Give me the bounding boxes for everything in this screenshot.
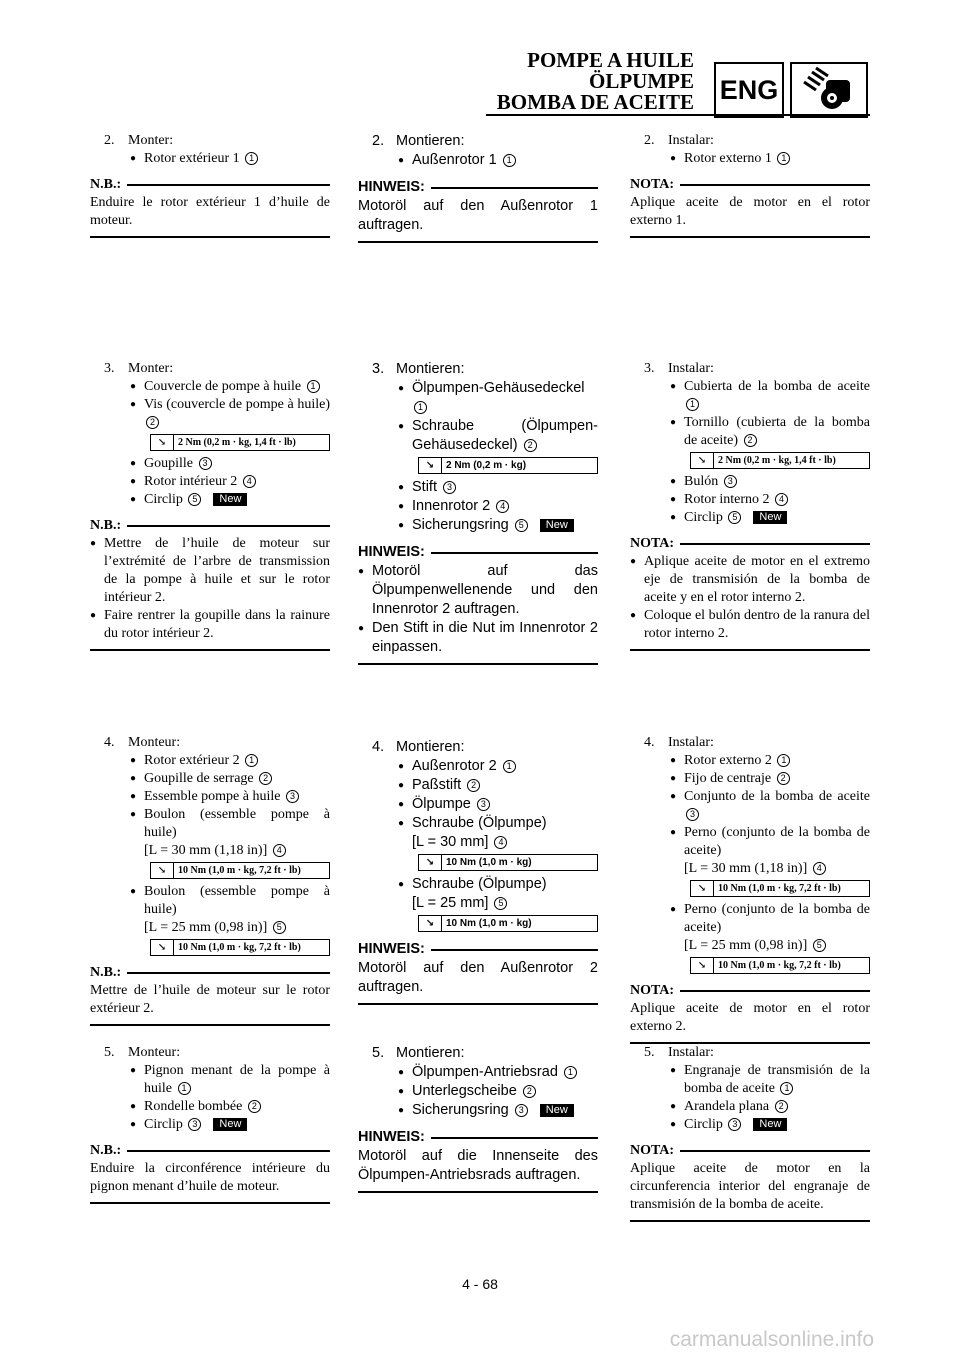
ref-callout: 3: [443, 481, 456, 494]
list-item: ● Stift 3: [358, 478, 598, 497]
note-item: ● Motoröl auf das Ölpumpenwellenende und den Innenrotor 2 auftragen.: [358, 562, 598, 619]
de-step-5: 5. Montieren: ● Ölpumpen-Antriebsrad 1 ● Unterlegscheibe 2 ● Sicherungsring 3 New HINWEIS: Motoröl auf die Innenseite des Ölpumpen-Antriebsrads auftragen.: [358, 1044, 598, 1193]
note-text: Mettre de l’huile de moteur sur le rotor extérieur 2.: [90, 983, 330, 1016]
list-item: ● Ölpumpe 3: [358, 795, 598, 814]
fr-step-5: 5. Monteur: ● Pignon menant de la pompe à huile 1 ● Rondelle bombée 2 ● Circlip 3 New N.B.: Enduire la circonférence intérieure du pignon menant d’huile de moteur.: [90, 1044, 330, 1204]
ref-callout: 3: [724, 475, 737, 488]
ref-callout: 5: [813, 939, 826, 952]
ref-callout: 4: [273, 844, 286, 857]
ref-callout: 4: [243, 475, 256, 488]
item-subline: [L = 30 mm (1,18 in)] 4: [90, 842, 330, 860]
list-item: ● Boulon (essemble pompe à huile): [90, 806, 330, 842]
step-action: Montieren:: [396, 361, 465, 377]
es-step-3: 3. Instalar: ● Cubierta de la bomba de aceite 1 ● Tornillo (cubierta de la bomba de aceite) 2 ↘ 2 Nm (0,2 m · kg, 1,4 ft · lb) ● Bulón 3 ● Rotor interno 2 4 ● Circlip 5 New NOTA: ● Aplique aceite de motor en el extremo eje de transmisión de la bomba de aceite y en el rotor interno 2. ● Coloque el bulón dentro de la ranura del rotor interno 2.: [630, 360, 870, 651]
watermark: carmanualsonline.info: [669, 1328, 874, 1351]
item-subline: [L = 30 mm (1,18 in)] 4: [630, 860, 870, 878]
list-item: ● Paßstift 2: [358, 776, 598, 795]
torque-spec: ↘ 2 Nm (0,2 m · kg): [418, 457, 598, 474]
list-item: ● Schraube (Ölpumpe): [358, 875, 598, 894]
ref-callout: 2: [775, 1100, 788, 1113]
ref-callout: 1: [777, 152, 790, 165]
ref-callout: 3: [686, 808, 699, 821]
list-item: ● Schraube (Ölpumpen-Gehäusedeckel) 2: [358, 417, 598, 455]
title-german: ÖLPUMPE: [589, 69, 694, 93]
list-item: ● Essemble pompe à huile 3: [90, 788, 330, 806]
list-item: ● Unterlegscheibe 2: [358, 1082, 598, 1101]
wrench-icon: ↘: [419, 855, 442, 870]
torque-spec: ↘ 2 Nm (0,2 m · kg, 1,4 ft · lb): [150, 434, 330, 451]
page-header-titles: [497, 50, 694, 113]
note-text: Motoröl auf den Außenrotor 1 auftragen.: [358, 198, 598, 233]
engine-icon: [790, 62, 868, 118]
new-badge: New: [753, 511, 787, 524]
ref-callout: 4: [494, 836, 507, 849]
list-item: ● Rotor intérieur 2 4: [90, 473, 330, 491]
note-label: N.B.:: [90, 965, 122, 980]
ref-callout: 5: [273, 921, 286, 934]
es-step-4: 4. Instalar: ● Rotor externo 2 1 ● Fijo de centraje 2 ● Conjunto de la bomba de aceite 3 ● Perno (conjunto de la bomba de aceite) [L = 30 mm (1,18 in)] 4 ↘ 10 Nm (1,0 m · kg, 7,2 ft · lb) ● Perno (conjunto de la bomba de aceite) [L = 25 mm (0,98 in)] 5 ↘ 10 Nm (1,0 m · kg, 7,2 ft · lb) NOTA: Aplique aceite de motor en el rotor externo 2.: [630, 734, 870, 1044]
ref-callout: 1: [245, 152, 258, 165]
ref-callout: 4: [813, 862, 826, 875]
wrench-icon: ↘: [691, 453, 714, 468]
ref-callout: 3: [188, 1118, 201, 1131]
note-item: ● Coloque el bulón dentro de la ranura del rotor interno 2.: [630, 607, 870, 643]
step-action: Instalar:: [668, 361, 714, 376]
ref-callout: 2: [259, 772, 272, 785]
ref-callout: 1: [414, 401, 427, 414]
torque-spec: ↘ 10 Nm (1,0 m · kg): [418, 854, 598, 871]
ref-callout: 1: [503, 760, 516, 773]
ref-callout: 1: [307, 380, 320, 393]
ref-callout: 1: [503, 154, 516, 167]
note-label: NOTA:: [630, 983, 675, 998]
fr-step-4: 4. Monteur: ● Rotor extérieur 2 1 ● Goupille de serrage 2 ● Essemble pompe à huile 3 ● Boulon (essemble pompe à huile) [L = 30 mm (1,18 in)] 4 ↘ 10 Nm (1,0 m · kg, 7,2 ft · lb) ● Boulon (essemble pompe à huile) [L = 25 mm (0,98 in)] 5 ↘ 10 Nm (1,0 m · kg, 7,2 ft · lb) N.B.: Mettre de l’huile de moteur sur le rotor extérieur 2.: [90, 734, 330, 1026]
note-item: ● Faire rentrer la goupille dans la rainure du rotor intérieur 2.: [90, 607, 330, 643]
ref-callout: 3: [728, 1118, 741, 1131]
ref-callout: 1: [780, 1082, 793, 1095]
page-number: 4 - 68: [462, 1276, 498, 1292]
step-action: Instalar:: [668, 133, 714, 148]
de-step-2: 2. Montieren: ● Außenrotor 1 1 HINWEIS: Motoröl auf den Außenrotor 1 auftragen.: [358, 132, 598, 243]
list-item: ● Circlip 3 New: [630, 1116, 870, 1134]
note-text: Motoröl auf die Innenseite des Ölpumpen-Antriebsrads auftragen.: [358, 1148, 598, 1183]
list-item: ● Couvercle de pompe à huile 1: [90, 378, 330, 396]
note-label: HINWEIS:: [358, 544, 425, 560]
step-action: Instalar:: [668, 735, 714, 750]
ref-callout: 1: [178, 1082, 191, 1095]
title-spanish: BOMBA DE ACEITE: [496, 90, 694, 114]
ref-callout: 2: [777, 772, 790, 785]
list-item: ● Engranaje de transmisión de la bomba de aceite 1: [630, 1062, 870, 1098]
note-label: HINWEIS:: [358, 941, 425, 957]
item-subline: [L = 30 mm] 4: [358, 833, 598, 852]
step-action: Montieren:: [396, 1045, 465, 1061]
step-action: Monteur:: [128, 735, 181, 750]
note-label: HINWEIS:: [358, 179, 425, 195]
note-item: ● Den Stift in die Nut im Innenrotor 2 einpassen.: [358, 619, 598, 657]
step-action: Montieren:: [396, 739, 465, 755]
ref-callout: 1: [686, 398, 699, 411]
wrench-icon: ↘: [419, 458, 442, 473]
wrench-icon: ↘: [691, 881, 714, 896]
note-text: Enduire la circonférence intérieure du pignon menant d’huile de moteur.: [90, 1161, 330, 1194]
list-item: ● Goupille 3: [90, 455, 330, 473]
torque-spec: ↘ 10 Nm (1,0 m · kg, 7,2 ft · lb): [690, 880, 870, 897]
step-action: Monter:: [128, 133, 174, 148]
wrench-icon: ↘: [151, 940, 174, 955]
torque-spec: ↘ 10 Nm (1,0 m · kg, 7,2 ft · lb): [150, 862, 330, 879]
ref-callout: 4: [775, 493, 788, 506]
list-item: ● Ölpumpen-Gehäusedeckel 1: [358, 379, 598, 417]
ref-callout: 2: [467, 779, 480, 792]
list-item: ● Rotor interno 2 4: [630, 491, 870, 509]
ref-callout: 5: [188, 493, 201, 506]
list-item: ● Goupille de serrage 2: [90, 770, 330, 788]
list-item: ● Perno (conjunto de la bomba de aceite): [630, 901, 870, 937]
wrench-icon: ↘: [419, 916, 442, 931]
list-item: ● Sicherungsring 5 New: [358, 516, 598, 535]
list-item: ● Perno (conjunto de la bomba de aceite): [630, 824, 870, 860]
list-item: ● Tornillo (cubierta de la bomba de aceite) 2: [630, 414, 870, 450]
ref-callout: 2: [523, 1085, 536, 1098]
list-item: ● Arandela plana 2: [630, 1098, 870, 1116]
wrench-icon: ↘: [151, 435, 174, 450]
new-badge: New: [540, 1104, 574, 1117]
note-label: NOTA:: [630, 1143, 675, 1158]
ref-callout: 3: [199, 457, 212, 470]
ref-callout: 3: [286, 790, 299, 803]
ref-callout: 5: [494, 897, 507, 910]
ref-callout: 1: [245, 754, 258, 767]
ref-callout: 5: [728, 511, 741, 524]
step-action: Monteur:: [128, 1045, 181, 1060]
item-subline: [L = 25 mm (0,98 in)] 5: [90, 919, 330, 937]
de-step-3: 3. Montieren: ● Ölpumpen-Gehäusedeckel 1 ● Schraube (Ölpumpen-Gehäusedeckel) 2 ↘ 2 Nm (0,2 m · kg) ● Stift 3 ● Innenrotor 2 4 ● Sicherungsring 5 New HINWEIS: ● Motoröl auf das Ölpumpenwellenende und den Innenrotor 2 auftragen. ● Den Stift in die Nut im Innenrotor 2 einpassen.: [358, 360, 598, 665]
list-item: ● Innenrotor 2 4: [358, 497, 598, 516]
ref-callout: 2: [744, 434, 757, 447]
list-item: ● Pignon menant de la pompe à huile 1: [90, 1062, 330, 1098]
list-item: ● Ölpumpen-Antriebsrad 1: [358, 1063, 598, 1082]
wrench-icon: ↘: [151, 863, 174, 878]
torque-spec: ↘ 10 Nm (1,0 m · kg): [418, 915, 598, 932]
note-item: ● Mettre de l’huile de moteur sur l’extrémité de l’arbre de transmission de la pompe à huile et sur le rotor intérieur 2.: [90, 535, 330, 607]
list-item: ● Rotor externo 2 1: [630, 752, 870, 770]
step-action: Monter:: [128, 361, 174, 376]
note-text: Aplique aceite de motor en el rotor externo 1.: [630, 195, 870, 228]
list-item: ● Außenrotor 2 1: [358, 757, 598, 776]
list-item: ● Rotor extérieur 1 1: [90, 150, 330, 168]
ref-callout: 5: [515, 519, 528, 532]
note-label: NOTA:: [630, 177, 675, 192]
title-french: POMPE A HUILE: [527, 48, 694, 72]
list-item: ● Vis (couvercle de pompe à huile) 2: [90, 396, 330, 432]
list-item: ● Fijo de centraje 2: [630, 770, 870, 788]
note-label: N.B.:: [90, 1143, 122, 1158]
note-label: N.B.:: [90, 518, 122, 533]
section-tab-eng: ENG: [714, 62, 784, 118]
step-action: Montieren:: [396, 133, 465, 149]
item-subline: [L = 25 mm] 5: [358, 894, 598, 913]
note-text: Aplique aceite de motor en la circunferencia interior del engranaje de transmisión de la bomba de aceite.: [630, 1161, 870, 1212]
list-item: ● Conjunto de la bomba de aceite 3: [630, 788, 870, 824]
list-item: ● Rotor externo 1 1: [630, 150, 870, 168]
new-badge: New: [213, 1118, 247, 1131]
torque-spec: ↘ 10 Nm (1,0 m · kg, 7,2 ft · lb): [690, 957, 870, 974]
ref-callout: 1: [564, 1066, 577, 1079]
list-item: ● Sicherungsring 3 New: [358, 1101, 598, 1120]
fr-step-3: 3. Monter: ● Couvercle de pompe à huile 1 ● Vis (couvercle de pompe à huile) 2 ↘ 2 Nm (0,2 m · kg, 1,4 ft · lb) ● Goupille 3 ● Rotor intérieur 2 4 ● Circlip 5 New N.B.: ● Mettre de l’huile de moteur sur l’extrémité de l’arbre de transmission de la pompe à huile et sur le rotor intérieur 2. ● Faire rentrer la goupille dans la rainure du rotor intérieur 2.: [90, 360, 330, 651]
list-item: ● Circlip 5 New: [90, 491, 330, 509]
torque-spec: ↘ 2 Nm (0,2 m · kg, 1,4 ft · lb): [690, 452, 870, 469]
ref-callout: 3: [515, 1104, 528, 1117]
note-text: Motoröl auf den Außenrotor 2 auftragen.: [358, 960, 598, 995]
es-step-2: 2. Instalar: ● Rotor externo 1 1 NOTA: Aplique aceite de motor en el rotor externo 1.: [630, 132, 870, 238]
new-badge: New: [753, 1118, 787, 1131]
ref-callout: 1: [777, 754, 790, 767]
ref-callout: 2: [524, 439, 537, 452]
list-item: ● Cubierta de la bomba de aceite 1: [630, 378, 870, 414]
es-step-5: 5. Instalar: ● Engranaje de transmisión de la bomba de aceite 1 ● Arandela plana 2 ● Circlip 3 New NOTA: Aplique aceite de motor en la circunferencia interior del engranaje de transmisión de la bomba de aceite.: [630, 1044, 870, 1222]
ref-callout: 3: [477, 798, 490, 811]
note-label: HINWEIS:: [358, 1129, 425, 1145]
list-item: ● Außenrotor 1 1: [358, 151, 598, 170]
ref-callout: 2: [146, 416, 159, 429]
new-badge: New: [540, 519, 574, 532]
list-item: ● Circlip 3 New: [90, 1116, 330, 1134]
list-item: ● Rotor extérieur 2 1: [90, 752, 330, 770]
ref-callout: 2: [248, 1100, 261, 1113]
ref-callout: 4: [496, 500, 509, 513]
list-item: ● Bulón 3: [630, 473, 870, 491]
list-item: ● Schraube (Ölpumpe): [358, 814, 598, 833]
note-item: ● Aplique aceite de motor en el extremo eje de transmisión de la bomba de aceite y en el rotor interno 2.: [630, 553, 870, 607]
note-label: NOTA:: [630, 536, 675, 551]
fr-step-2: 2. Monter: ● Rotor extérieur 1 1 N.B.: Enduire le rotor extérieur 1 d’huile de moteur.: [90, 132, 330, 238]
header-rule: [486, 114, 870, 116]
note-label: N.B.:: [90, 177, 122, 192]
new-badge: New: [213, 493, 247, 506]
list-item: ● Rondelle bombée 2: [90, 1098, 330, 1116]
list-item: ● Boulon (essemble pompe à huile): [90, 883, 330, 919]
step-action: Instalar:: [668, 1045, 714, 1060]
list-item: ● Circlip 5 New: [630, 509, 870, 527]
torque-spec: ↘ 10 Nm (1,0 m · kg, 7,2 ft · lb): [150, 939, 330, 956]
item-subline: [L = 25 mm (0,98 in)] 5: [630, 937, 870, 955]
note-text: Aplique aceite de motor en el rotor externo 2.: [630, 1001, 870, 1034]
wrench-icon: ↘: [691, 958, 714, 973]
note-text: Enduire le rotor extérieur 1 d’huile de moteur.: [90, 195, 330, 228]
de-step-4: 4. Montieren: ● Außenrotor 2 1 ● Paßstift 2 ● Ölpumpe 3 ● Schraube (Ölpumpe) [L = 30 mm] 4 ↘ 10 Nm (1,0 m · kg) ● Schraube (Ölpumpe) [L = 25 mm] 5 ↘ 10 Nm (1,0 m · kg) HINWEIS: Motoröl auf den Außenrotor 2 auftragen.: [358, 738, 598, 1005]
